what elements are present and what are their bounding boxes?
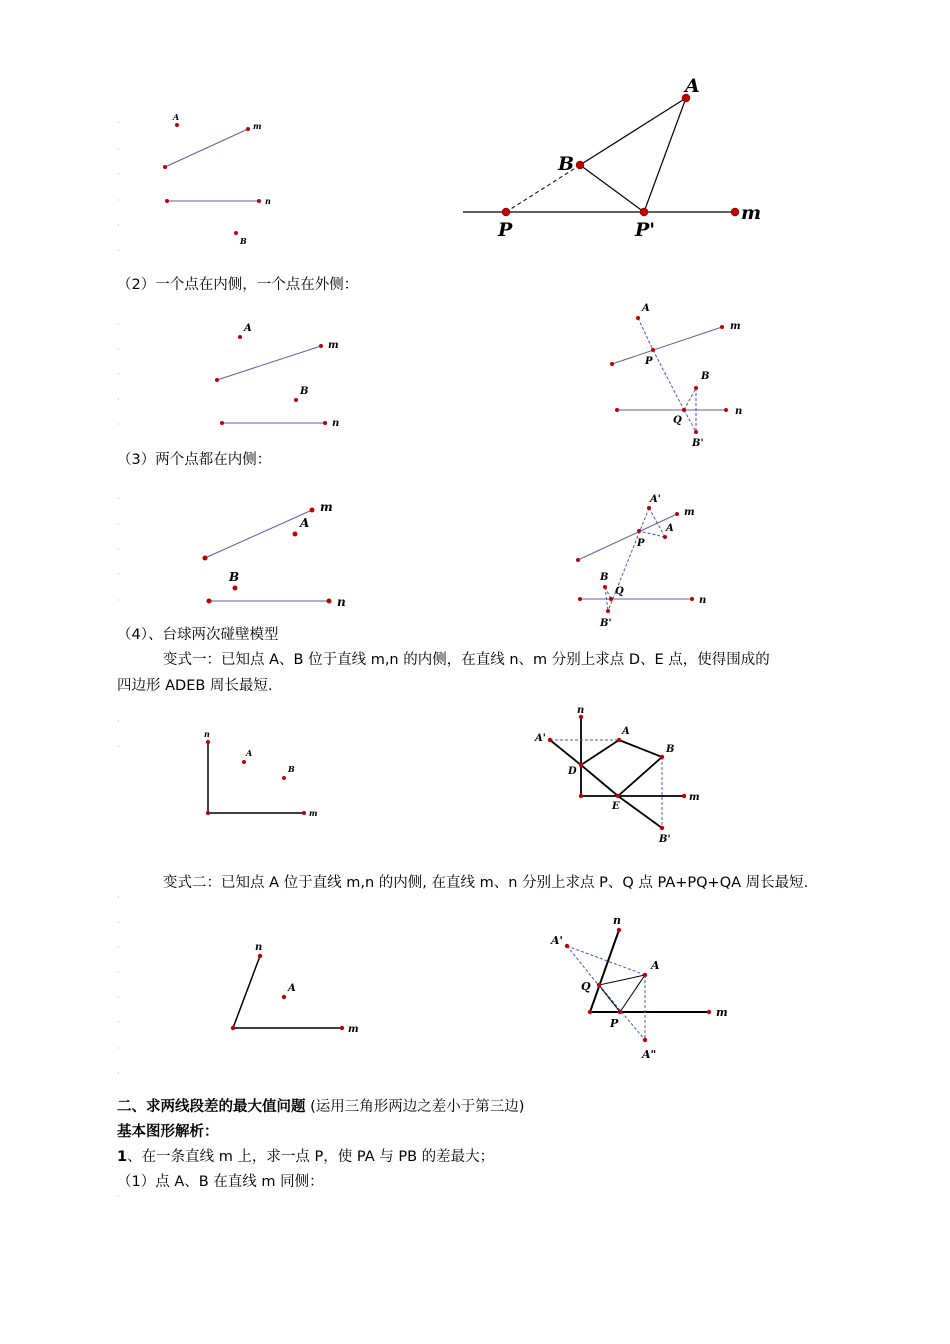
svg-text:P: P (645, 356, 653, 367)
svg-text:A: A (666, 523, 674, 534)
svg-text:m: m (328, 340, 339, 351)
svg-text:B: B (558, 153, 575, 175)
svg-text:A: A (244, 323, 252, 334)
svg-text:n: n (613, 914, 621, 927)
item-1-case-1: （1）点 A、B 在直线 m 同侧： (117, 1174, 324, 1190)
svg-text:P: P (610, 1017, 619, 1030)
item-1-body: 、在一条直线 m 上，求一点 P，使 PA 与 PB 的差最大； (127, 1149, 495, 1165)
svg-text:n: n (699, 595, 707, 606)
svg-text:E: E (612, 801, 620, 812)
svg-text:n: n (337, 595, 346, 609)
variant-1-text-line2: 四边形 ADEB 周长最短. (117, 678, 273, 694)
svg-text:A: A (300, 516, 310, 530)
svg-text:B: B (666, 744, 675, 755)
svg-text:B: B (229, 570, 240, 584)
svg-text:n: n (735, 406, 743, 417)
svg-text:m: m (716, 1006, 728, 1019)
svg-text:n: n (332, 418, 340, 429)
svg-text:B: B (600, 572, 609, 583)
item-1-text (117, 1147, 494, 1167)
section-2-heading (117, 1097, 524, 1117)
svg-text:m: m (689, 792, 700, 803)
variant-1-text-line1: 变式一：已知点 A、B 位于直线 m,n 的内侧，在直线 n、m 分别上求点 D、E 点，使得围成的 (163, 652, 770, 668)
svg-text:m: m (309, 808, 318, 818)
svg-text:Q: Q (673, 415, 682, 426)
svg-text:A: A (642, 303, 650, 314)
svg-text:A: A (651, 959, 660, 972)
svg-text:A: A (685, 75, 700, 97)
item-1-number: 1 (117, 1149, 128, 1165)
case-2-heading: （2）一个点在内侧，一个点在外侧： (117, 277, 359, 293)
svg-text:P: P (498, 219, 513, 241)
svg-text:P: P (637, 538, 645, 549)
svg-text:B: B (240, 236, 247, 246)
svg-text:B: B (288, 764, 295, 774)
svg-text:n: n (577, 705, 585, 716)
svg-text:A: A (622, 726, 630, 737)
svg-text:A': A' (535, 733, 546, 744)
svg-text:A': A' (551, 934, 563, 947)
svg-text:A: A (288, 983, 296, 994)
svg-text:n: n (265, 196, 271, 206)
variant-2-text: 变式二：已知点 A 位于直线 m,n 的内侧, 在直线 m、n 分别上求点 P、Q 点 PA+PQ+QA 周长最短. (163, 875, 809, 891)
svg-text:n: n (204, 729, 210, 739)
svg-text:P': P' (635, 219, 656, 241)
svg-text:m: m (741, 202, 762, 224)
svg-text:Q: Q (581, 980, 591, 993)
svg-text:m: m (253, 121, 262, 131)
svg-text:A': A' (650, 494, 661, 505)
svg-text:m: m (730, 321, 741, 332)
svg-text:B': B' (692, 438, 704, 449)
svg-text:Q: Q (615, 586, 624, 597)
section-2-note: (运用三角形两边之差小于第三边) (310, 1099, 525, 1115)
svg-text:A: A (246, 748, 253, 758)
svg-text:m: m (320, 500, 333, 514)
basic-figure-heading: 基本图形解析： (117, 1124, 219, 1140)
svg-text:B: B (701, 371, 710, 382)
svg-text:n: n (255, 942, 263, 953)
svg-text:m: m (684, 507, 695, 518)
svg-text:B: B (300, 386, 309, 397)
svg-text:A: A (173, 112, 180, 122)
svg-text:B': B' (659, 834, 671, 845)
svg-text:D: D (568, 766, 577, 777)
svg-text:B': B' (600, 618, 612, 629)
svg-text:m: m (348, 1024, 359, 1035)
case-4-heading: （4）、台球两次碰壁模型 (117, 627, 279, 643)
case-3-heading: （3）两个点都在内侧： (117, 452, 272, 468)
section-2-title: 二、求两线段差的最大值问题 (117, 1099, 306, 1115)
svg-text:A": A" (642, 1048, 657, 1061)
